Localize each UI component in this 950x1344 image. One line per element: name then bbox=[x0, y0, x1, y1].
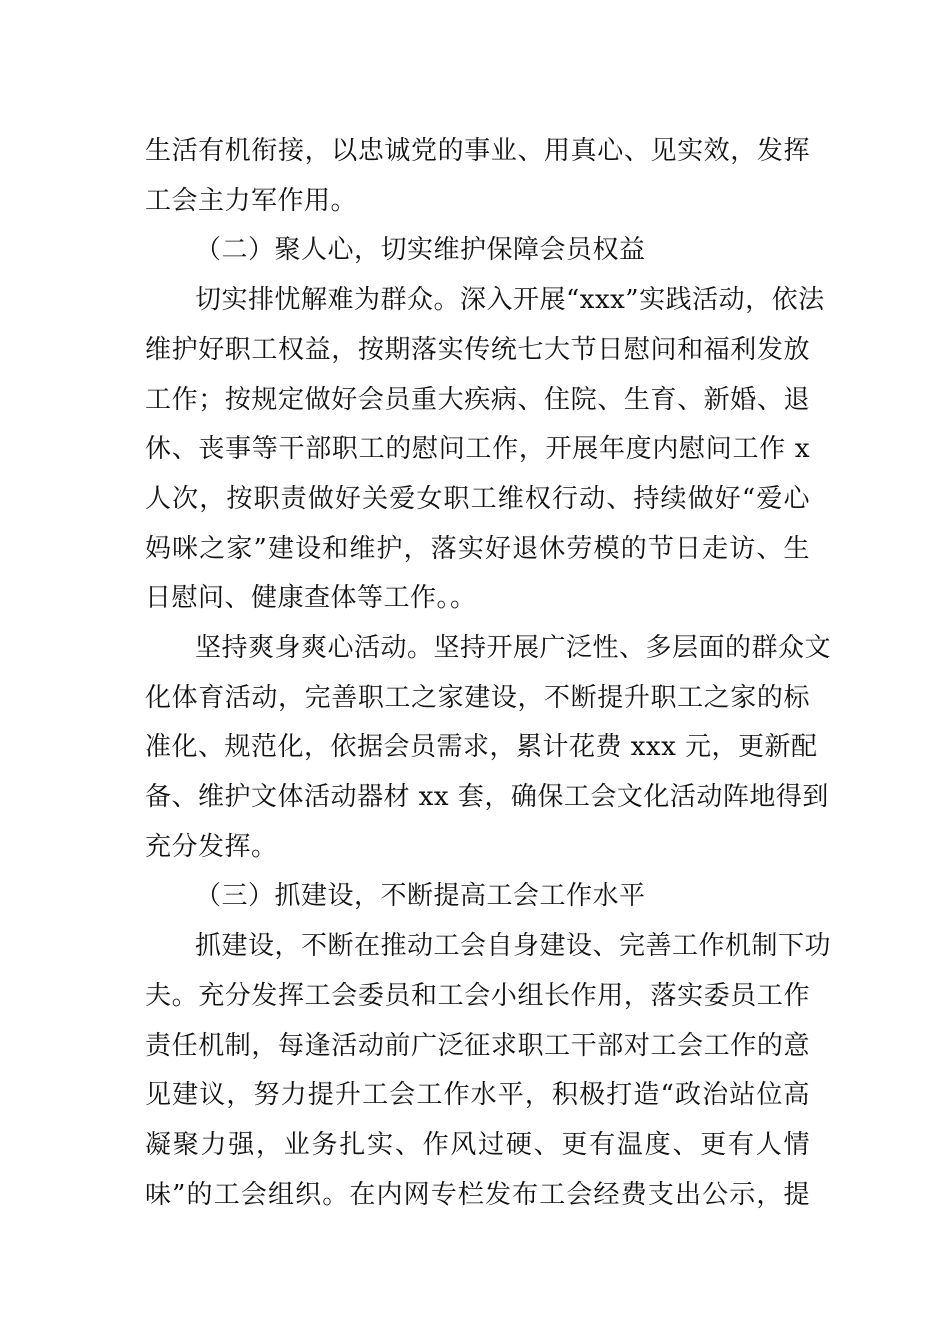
paragraph-first-line: 切实排忧解难为群众。深入开展“xxx”实践活动，依法 bbox=[195, 285, 825, 315]
section-heading: （二）聚人心，切实维护保障会员权益 bbox=[195, 235, 646, 265]
text-line: 凝聚力强，业务扎实、作风过硬、更有温度、更有人情 bbox=[145, 1130, 810, 1160]
text-line: 维护好职工权益，按期落实传统七大节日慰问和福利发放 bbox=[145, 335, 810, 365]
text-line: 责任机制，每逢活动前广泛征求职工干部对工会工作的意 bbox=[145, 1031, 810, 1061]
text-line: 休、丧事等干部职工的慰问工作，开展年度内慰问工作 x bbox=[145, 434, 810, 464]
text-line: 人次，按职责做好关爱女职工维权行动、持续做好“爱心 bbox=[145, 484, 810, 514]
text-line: 味”的工会组织。在内网专栏发布工会经费支出公示，提 bbox=[145, 1180, 810, 1210]
text-line: 日慰问、健康查体等工作。。 bbox=[145, 583, 477, 613]
text-line: 备、维护文体活动器材 xx 套，确保工会文化活动阵地得到 bbox=[145, 782, 829, 812]
text-line: 充分发挥。 bbox=[145, 832, 278, 862]
text-line: 化体育活动，完善职工之家建设，不断提升职工之家的标 bbox=[145, 683, 810, 713]
section-heading: （三）抓建设，不断提高工会工作水平 bbox=[195, 881, 646, 911]
text-line: 妈咪之家”建设和维护，落实好退休劳模的节日走访、生 bbox=[145, 534, 810, 564]
text-line: 准化、规范化，依据会员需求，累计花费 xxx 元，更新配 bbox=[145, 732, 818, 762]
text-line: 见建议，努力提升工会工作水平，积极打造“政治站位高 bbox=[145, 1080, 810, 1110]
text-line: 工会主力军作用。 bbox=[145, 186, 358, 216]
text-line: 工作；按规定做好会员重大疾病、住院、生育、新婚、退 bbox=[145, 385, 810, 415]
text-line: 夫。充分发挥工会委员和工会小组长作用，落实委员工作 bbox=[145, 981, 810, 1011]
paragraph-first-line: 抓建设，不断在推动工会自身建设、完善工作机制下功 bbox=[195, 931, 832, 961]
text-line: 生活有机衔接，以忠诚党的事业、用真心、见实效，发挥 bbox=[145, 136, 810, 166]
paragraph-first-line: 坚持爽身爽心活动。坚持开展广泛性、多层面的群众文 bbox=[195, 633, 832, 663]
